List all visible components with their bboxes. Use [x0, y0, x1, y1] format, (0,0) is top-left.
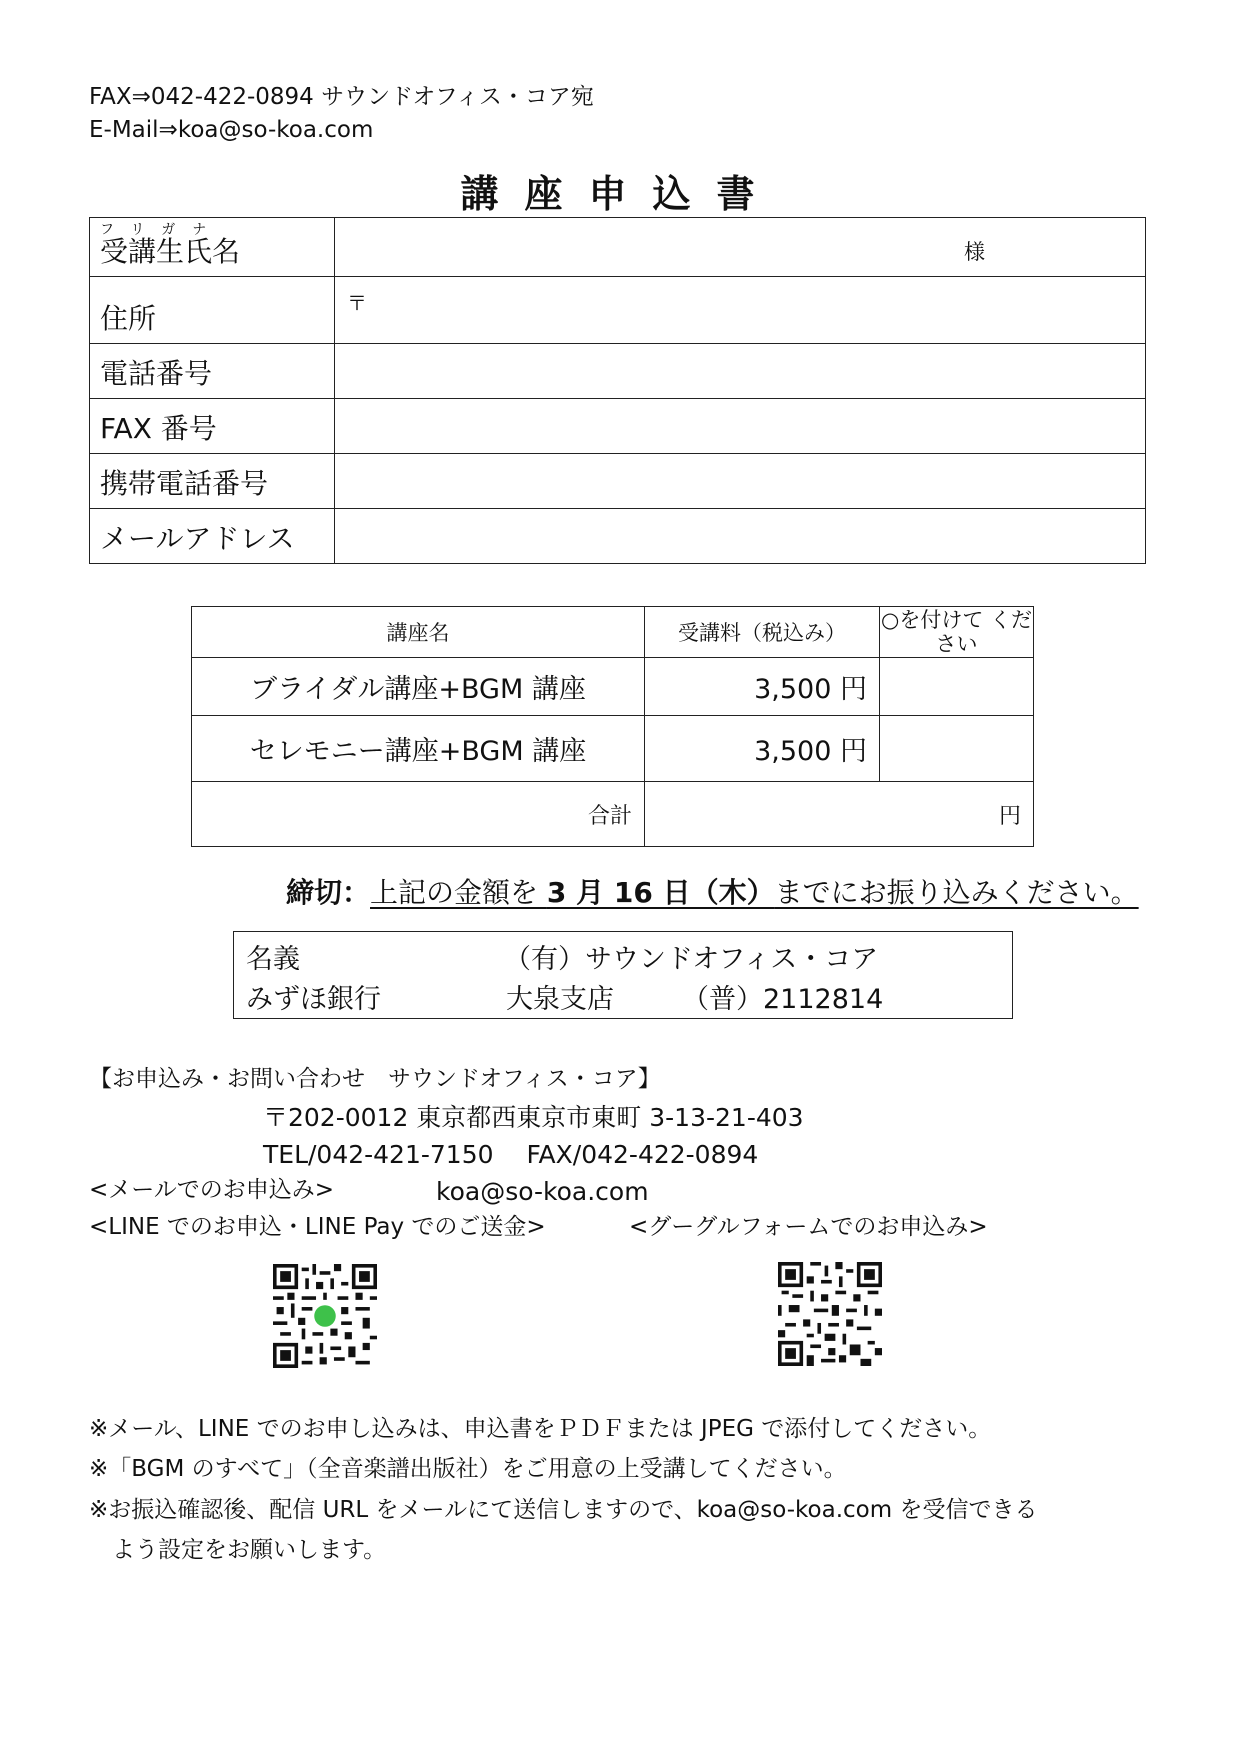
- deadline-notice: [286, 871, 1139, 911]
- phone-label: 電話番号: [90, 344, 335, 399]
- note-item: よう設定をお願いします。: [89, 1537, 387, 1563]
- bank-name: みずほ銀行: [246, 984, 381, 1015]
- email-field[interactable]: [335, 509, 1146, 564]
- postal-mark: 〒: [347, 291, 367, 315]
- fax-label: FAX 番号: [90, 399, 335, 454]
- note-item: ※「BGM のすべて」（全音楽譜出版社）をご用意の上受講してください。: [89, 1456, 847, 1482]
- note-item: ※メール、LINE でのお申し込みは、申込書をＰＤＦまたは JPEG で添付してください。: [89, 1416, 992, 1442]
- phone-field[interactable]: [335, 344, 1146, 399]
- line-qr-code[interactable]: [273, 1264, 377, 1368]
- honorific-label: 様: [964, 240, 985, 264]
- applicant-info-table: [89, 217, 1146, 564]
- mobile-label: 携帯電話番号: [90, 454, 335, 509]
- contact-tel-fax: TEL/042-421-7150 FAX/042-422-0894: [263, 1140, 759, 1169]
- line-apply-label: <LINE でのお申込・LINE Pay でのご送金>: [89, 1214, 546, 1240]
- course-fee-header: 受講料（税込み）: [645, 607, 880, 658]
- note-item: ※お振込確認後、配信 URL をメールにて送信しますので、koa@so-koa.com を受信できる: [89, 1497, 1038, 1523]
- fax-field[interactable]: [335, 399, 1146, 454]
- course-table: [191, 606, 1034, 847]
- deadline-date: 3 月 16 日（木）: [546, 876, 775, 909]
- holder-value: （有）サウンドオフィス・コア: [504, 944, 879, 975]
- course-check-cell[interactable]: [880, 716, 1034, 782]
- holder-label: 名義: [246, 944, 300, 975]
- deadline-text: 上記の金額を 3 月 16 日（木）までにお振り込みください。: [370, 876, 1139, 909]
- course-check-header: ○を付けて ください: [881, 608, 1032, 657]
- name-field[interactable]: [335, 218, 1146, 277]
- course-name: ブライダル講座+BGM 講座: [192, 658, 645, 716]
- course-price: 3,500 円: [645, 716, 880, 782]
- mail-apply-label: <メールでのお申込み>: [89, 1177, 335, 1203]
- deadline-label: 締切：: [286, 876, 371, 909]
- name-label: 受講生氏名: [90, 218, 335, 277]
- total-label: 合計: [192, 782, 645, 847]
- mobile-field[interactable]: [335, 454, 1146, 509]
- google-form-label: <グーグルフォームでのお申込み>: [629, 1214, 988, 1240]
- email-label: メールアドレス: [90, 509, 335, 564]
- account-number: （普）2112814: [682, 984, 884, 1015]
- page-title: 講座申込書: [460, 172, 781, 216]
- branch-name: 大泉支店: [506, 984, 614, 1015]
- address-field[interactable]: [335, 277, 1146, 344]
- course-price: 3,500 円: [645, 658, 880, 716]
- course-name: セレモニー講座+BGM 講座: [192, 716, 645, 782]
- address-label: 住所: [90, 277, 335, 344]
- bank-info-box: [233, 931, 1013, 1019]
- contact-heading: 【お申込み・お問い合わせ サウンドオフィス・コア】: [89, 1066, 661, 1092]
- email-destination: E-Mail⇒koa@so-koa.com: [89, 117, 374, 143]
- furigana-label: フリガナ: [100, 222, 224, 238]
- google-form-qr-code[interactable]: [778, 1262, 882, 1366]
- course-name-header: 講座名: [192, 607, 645, 658]
- total-field[interactable]: [645, 782, 1034, 847]
- total-unit: 円: [998, 803, 1021, 829]
- fax-destination: FAX⇒042-422-0894 サウンドオフィス・コア宛: [89, 84, 594, 110]
- mail-apply-address[interactable]: koa@so-koa.com: [436, 1177, 649, 1206]
- course-check-cell[interactable]: [880, 658, 1034, 716]
- contact-address: 〒202-0012 東京都西東京市東町 3-13-21-403: [263, 1103, 804, 1132]
